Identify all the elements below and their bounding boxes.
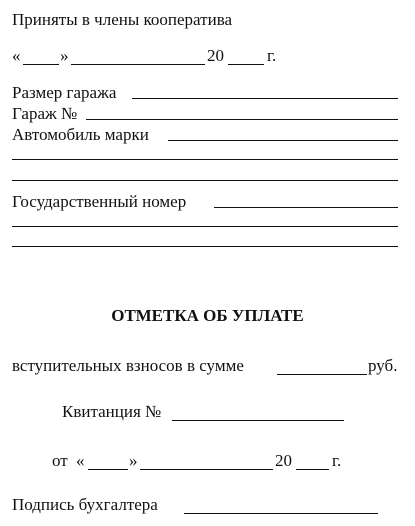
accountant-signature-label: Подпись бухгалтера	[12, 495, 158, 514]
receipt-date-close-quote: »	[129, 451, 138, 470]
year-blank-line[interactable]	[228, 64, 264, 65]
fee-amount-line[interactable]	[277, 374, 367, 375]
currency-label: руб.	[368, 356, 398, 375]
accountant-signature-line[interactable]	[184, 513, 378, 514]
state-number-extra-line-2[interactable]	[12, 246, 398, 247]
date-century: 20	[207, 46, 224, 65]
garage-size-label: Размер гаража	[12, 83, 117, 102]
accepted-label: Приняты в члены кооператива	[12, 10, 233, 29]
state-number-extra-line-1[interactable]	[12, 226, 398, 227]
receipt-number-line[interactable]	[172, 420, 344, 421]
car-make-label: Автомобиль марки	[12, 125, 149, 144]
date-open-quote: «	[12, 46, 21, 65]
car-make-extra-line-1[interactable]	[12, 159, 398, 160]
receipt-date-century: 20	[275, 451, 292, 470]
day-blank-line[interactable]	[23, 64, 59, 65]
garage-number-line[interactable]	[86, 119, 398, 120]
car-make-line[interactable]	[168, 140, 398, 141]
garage-size-line[interactable]	[132, 98, 398, 99]
receipt-year-blank-line[interactable]	[296, 469, 329, 470]
receipt-date-from-label: от	[52, 451, 68, 470]
receipt-day-blank-line[interactable]	[88, 469, 128, 470]
receipt-date-open-quote: «	[76, 451, 85, 470]
date-close-quote: »	[60, 46, 69, 65]
car-make-extra-line-2[interactable]	[12, 180, 398, 181]
month-blank-line[interactable]	[71, 64, 205, 65]
date-year-suffix: г.	[267, 46, 277, 65]
receipt-number-label: Квитанция №	[62, 402, 162, 421]
receipt-month-blank-line[interactable]	[140, 469, 273, 470]
fees-label: вступительных взносов в сумме	[12, 356, 244, 375]
state-number-line[interactable]	[214, 207, 398, 208]
payment-section-title: ОТМЕТКА ОБ УПЛАТЕ	[111, 306, 304, 325]
state-number-label: Государственный номер	[12, 192, 187, 211]
receipt-date-year-suffix: г.	[332, 451, 342, 470]
garage-number-label: Гараж №	[12, 104, 78, 123]
